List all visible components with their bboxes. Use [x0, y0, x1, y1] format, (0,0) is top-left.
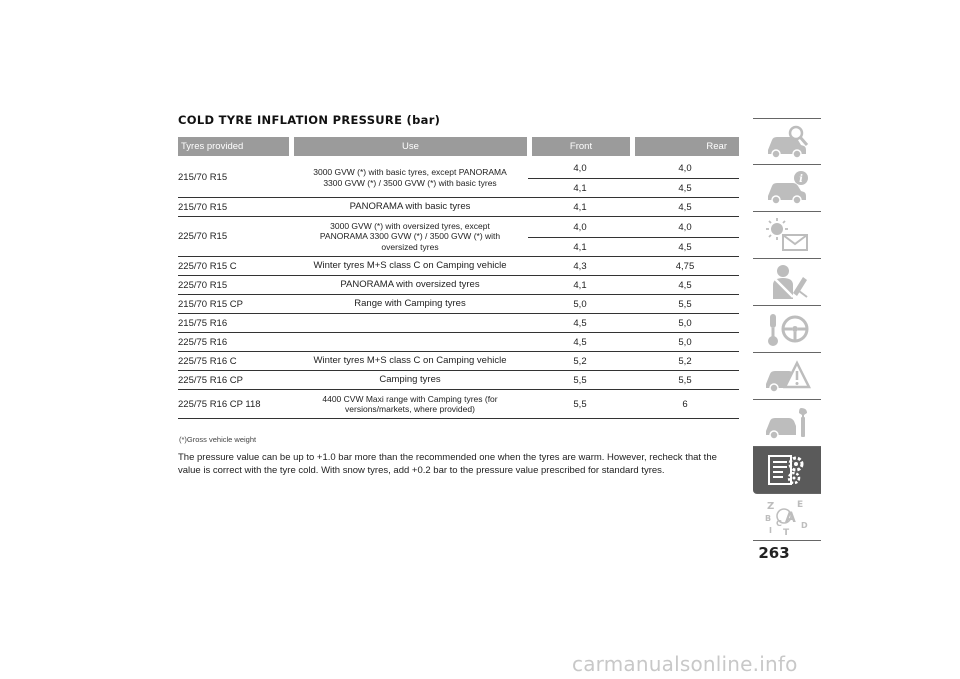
tyre-use [290, 295, 530, 313]
tyre-use [290, 257, 530, 275]
tyre-use [290, 217, 530, 256]
rear-pressure-cell [630, 295, 739, 314]
tyre-use [290, 198, 530, 216]
tyre-use-line: PANORAMA with basic tyres [349, 200, 471, 212]
tyre-use [290, 352, 530, 370]
tyre-size: 215/70 R15 [178, 201, 228, 213]
tyre-size: 225/75 R16 CP [178, 374, 243, 386]
rear-pressure: 4,5 [678, 202, 692, 213]
rear-pressure: 5,0 [678, 337, 692, 348]
table-row [178, 314, 739, 333]
pressure-note: The pressure value can be up to +1.0 bar more than the recommended one when the tyres are warm. However, recheck that the value is correct with the tyre cold. With snow tyres, add +0.2 bar to the pressure value prescribed for standard tyres. [178, 452, 717, 476]
header-use: Use [294, 137, 527, 156]
table-row [178, 158, 739, 198]
svg-text:B: B [765, 514, 772, 523]
tyre-use-line: 3000 GVW (*) with basic tyres, except PANORAMA [313, 167, 507, 177]
tab-car-info[interactable] [753, 165, 821, 212]
rear-pressure: 5,2 [678, 356, 692, 367]
tyre-size: 215/75 R16 [178, 317, 228, 329]
car-info-icon [763, 169, 811, 207]
rear-pressure-cell [630, 352, 739, 371]
front-pressure: 5,5 [573, 375, 587, 386]
tyre-use [290, 371, 530, 389]
tyre-use-line: versions/markets, where provided) [345, 404, 475, 414]
svg-text:A: A [785, 510, 796, 526]
tyre-use-line: PANORAMA 3300 GVW (*) / 3500 GVW (*) with [319, 231, 501, 242]
front-pressure: 4,1 [573, 202, 587, 213]
table-row [178, 352, 739, 371]
front-pressure: 4,1 [573, 280, 587, 291]
tyre-size: 225/70 R15 [178, 231, 228, 242]
front-pressure: 5,2 [573, 356, 587, 367]
car-warning-triangle-icon [763, 357, 811, 395]
svg-text:D: D [801, 521, 808, 530]
tyre-size: 225/75 R16 C [178, 355, 237, 367]
rear-pressure-cell [630, 390, 739, 419]
tyre-use-line: 4400 CVW Maxi range with Camping tyres (for [322, 393, 498, 404]
header-rear: Rear [635, 137, 739, 156]
warning-light-envelope-icon [763, 216, 811, 254]
tyre-use [290, 276, 530, 294]
chapter-sidebar [753, 118, 821, 541]
svg-text:T: T [783, 528, 790, 536]
tyre-use [290, 390, 530, 418]
rear-pressure-cell [630, 198, 739, 217]
rear-pressure: 5,5 [678, 299, 692, 310]
front-pressure: 4,0 [573, 162, 587, 174]
rear-pressure: 4,75 [675, 261, 695, 272]
tab-starting-driving[interactable] [753, 306, 821, 353]
front-pressure: 4,5 [573, 318, 587, 329]
table-header [178, 137, 739, 158]
tyre-use [290, 314, 530, 332]
rear-pressure-cell [630, 333, 739, 352]
front-pressure: 4,3 [573, 261, 587, 272]
rear-pressure: 5,0 [678, 318, 692, 329]
table-row [178, 198, 739, 217]
tyre-use-line: 3000 GVW (*) with oversized tyres, except [330, 220, 490, 231]
car-magnifier-icon [763, 123, 811, 161]
table-row [178, 371, 739, 390]
footnote: (*)Gross vehicle weight [179, 435, 257, 444]
rear-pressure-cell [630, 276, 739, 295]
tab-car-magnifier[interactable] [753, 118, 821, 165]
svg-text:C: C [776, 519, 782, 528]
header-front: Front [532, 137, 630, 156]
tab-technical-data[interactable] [753, 447, 821, 494]
tab-index[interactable] [753, 494, 821, 541]
table-row [178, 276, 739, 295]
rear-pressure-cell [630, 158, 739, 178]
rear-pressure: 4,5 [678, 241, 692, 253]
rear-pressure: 4,0 [678, 162, 692, 174]
tab-safety[interactable] [753, 259, 821, 306]
table-row [178, 217, 739, 257]
front-pressure: 4,1 [573, 241, 587, 253]
svg-text:i: i [799, 174, 803, 185]
tyre-size: 225/70 R15 C [178, 260, 237, 272]
tyre-use-line: PANORAMA with oversized tyres [340, 278, 480, 290]
tyre-use-line: Winter tyres M+S class C on Camping vehicle [313, 259, 507, 271]
tyre-size: 215/70 R15 CP [178, 298, 243, 310]
rear-pressure-cell [630, 314, 739, 333]
tyre-use-line: oversized tyres [381, 241, 439, 252]
table-row [178, 390, 739, 419]
tab-servicing[interactable] [753, 400, 821, 447]
tyre-use [290, 333, 530, 351]
rear-pressure: 4,5 [678, 182, 692, 194]
svg-text:Z: Z [767, 501, 775, 512]
tyre-size: 225/75 R16 [178, 336, 228, 348]
rear-pressure-cell [630, 178, 739, 198]
tyre-use-line: Range with Camping tyres [354, 297, 466, 309]
tyre-size: 225/70 R15 [178, 279, 228, 291]
rear-pressure: 6 [682, 399, 688, 410]
alphabetical-index-icon [763, 498, 811, 536]
tyre-use-line: 3300 GVW (*) / 3500 GVW (*) with basic tyres [323, 177, 497, 188]
rear-pressure: 5,5 [678, 375, 692, 386]
page-number: 263 [758, 544, 790, 562]
section-title: COLD TYRE INFLATION PRESSURE (bar) [178, 113, 441, 127]
table-body [178, 158, 739, 419]
rear-pressure-cell [630, 217, 739, 237]
table-row [178, 257, 739, 276]
svg-text:E: E [797, 500, 804, 510]
front-pressure: 4,0 [573, 221, 587, 233]
front-pressure: 4,5 [573, 337, 587, 348]
rear-pressure-cell [630, 371, 739, 390]
car-wrench-icon [763, 404, 811, 442]
svg-text:I: I [769, 526, 772, 535]
front-pressure: 5,5 [573, 399, 587, 410]
front-pressure: 4,1 [573, 182, 587, 194]
tyre-pressure-table [178, 137, 739, 419]
rear-pressure-cell [630, 257, 739, 276]
tyre-size: 215/70 R15 [178, 172, 228, 183]
tyre-use-line: Camping tyres [379, 373, 441, 385]
table-row [178, 333, 739, 352]
rear-pressure: 4,5 [678, 280, 692, 291]
table-row [178, 295, 739, 314]
key-steering-wheel-icon [763, 310, 811, 348]
document-gear-icon [763, 451, 811, 489]
rear-pressure-cell [630, 237, 739, 257]
header-tyres: Tyres provided [178, 137, 289, 156]
tab-emergency[interactable] [753, 353, 821, 400]
front-pressure: 5,0 [573, 299, 587, 310]
tyre-size: 225/75 R16 CP 118 [178, 398, 261, 410]
tab-warning-lights[interactable] [753, 212, 821, 259]
watermark: carmanualsonline.info [572, 652, 798, 676]
person-seatbelt-icon [763, 263, 811, 301]
rear-pressure: 4,0 [678, 221, 692, 233]
tyre-use [290, 158, 530, 197]
tyre-use-line: Winter tyres M+S class C on Camping vehicle [313, 354, 507, 366]
